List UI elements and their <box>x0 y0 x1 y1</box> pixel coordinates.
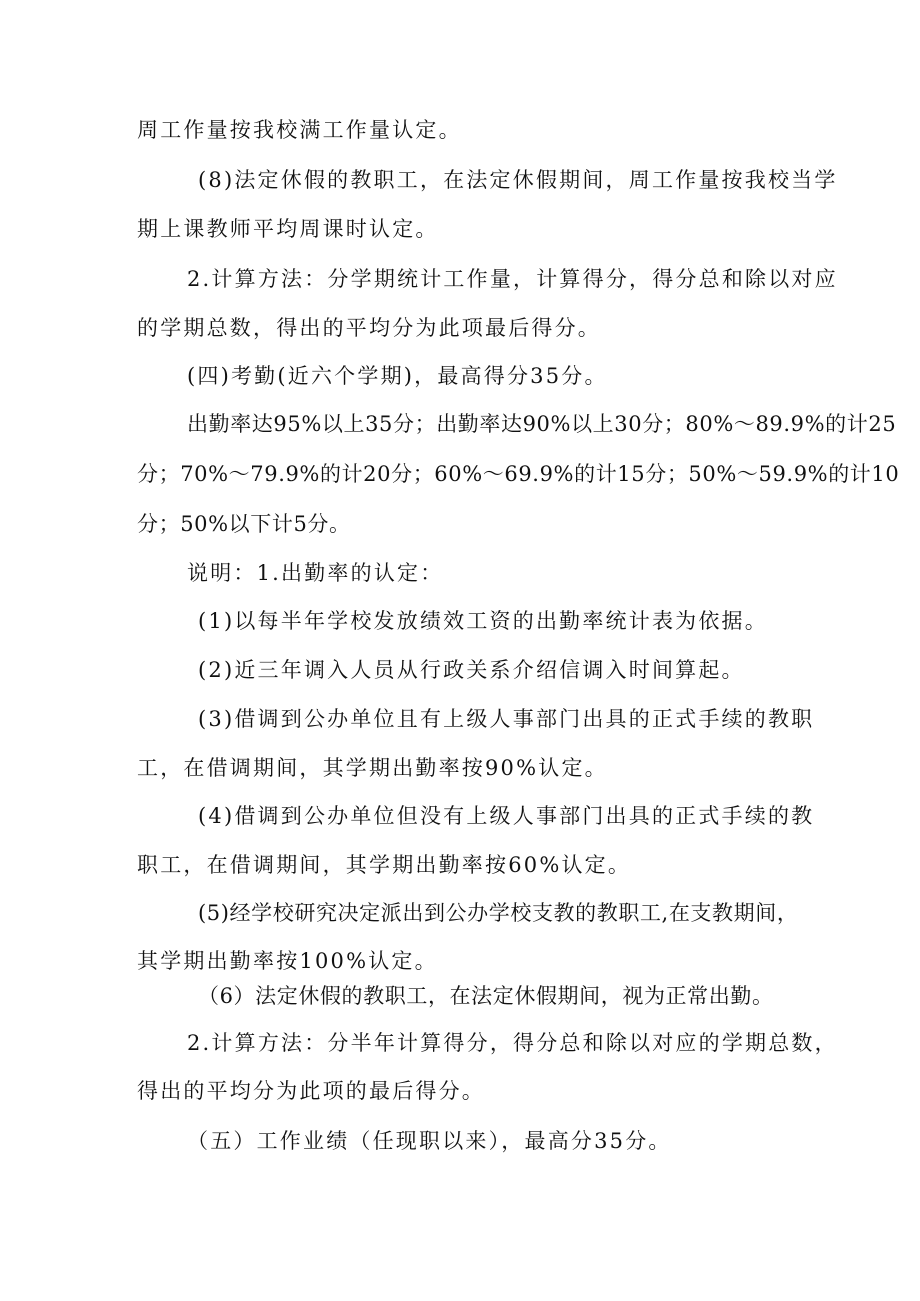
paragraph-line: 职工，在借调期间，其学期出勤率按60%认定。 <box>137 853 632 877</box>
paragraph-line: 分；70%～79.9%的计20分；60%～69.9%的计15分；50%～59.9%的计10 <box>137 462 900 486</box>
section-heading: （五）工作业绩（任现职以来），最高分35分。 <box>187 1129 672 1153</box>
paragraph-line: 分；50%以下计5分。 <box>137 512 351 536</box>
paragraph-line: 说明：1.出勤率的认定： <box>187 561 444 585</box>
paragraph-line: 2.计算方法：分半年计算得分，得分总和除以对应的学期总数， <box>187 1031 838 1055</box>
paragraph-line: (8)法定休假的教职工，在法定休假期间，周工作量按我校当学 <box>198 168 838 192</box>
paragraph-line: 工，在借调期间，其学期出勤率按90%认定。 <box>137 756 608 780</box>
paragraph-line: (5)经学校研究决定派出到公办学校支教的教职工,在支教期间， <box>198 901 799 925</box>
paragraph-line: 的学期总数，得出的平均分为此项最后得分。 <box>137 316 601 340</box>
paragraph-line: 出勤率达95%以上35分；出勤率达90%以上30分；80%～89.9%的计25 <box>187 412 897 436</box>
paragraph-line: 2.计算方法：分学期统计工作量，计算得分，得分总和除以对应 <box>187 267 838 291</box>
paragraph-line: 期上课教师平均周课时认定。 <box>137 217 439 241</box>
paragraph-line: (2)近三年调入人员从行政关系介绍信调入时间算起。 <box>198 658 745 682</box>
paragraph-line: (4)借调到公办单位但没有上级人事部门出具的正式手续的教 <box>198 804 815 828</box>
paragraph-line: (1)以每半年学校发放绩效工资的出勤率统计表为依据。 <box>198 609 768 633</box>
paragraph-line: (3)借调到公办单位且有上级人事部门出具的正式手续的教职 <box>198 707 815 731</box>
paragraph-line: 其学期出勤率按100%认定。 <box>137 949 438 973</box>
section-heading: (四)考勤(近六个学期)，最高得分35分。 <box>187 364 608 388</box>
paragraph-line: 周工作量按我校满工作量认定。 <box>137 118 462 142</box>
paragraph-line: 得出的平均分为此项的最后得分。 <box>137 1079 485 1103</box>
paragraph-line: （6）法定休假的教职工，在法定休假期间，视为正常出勤。 <box>198 984 774 1008</box>
